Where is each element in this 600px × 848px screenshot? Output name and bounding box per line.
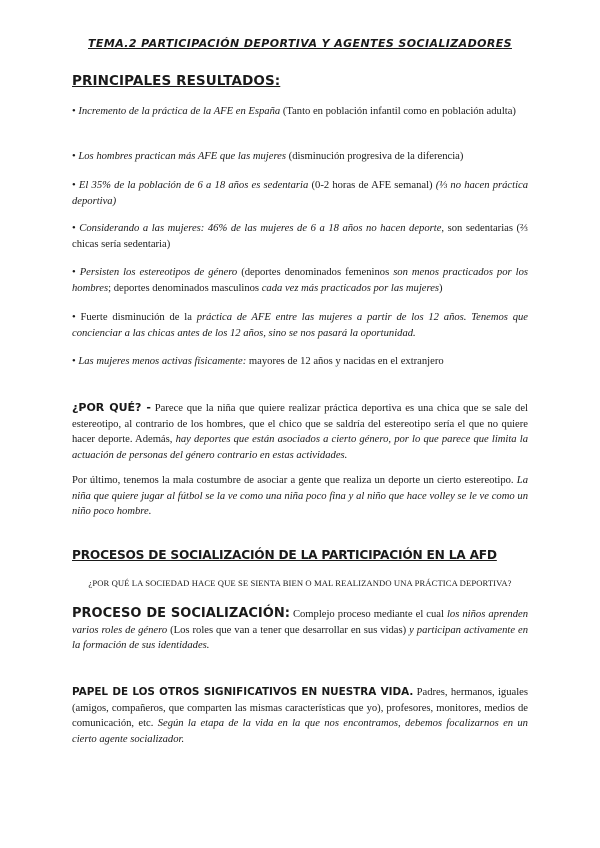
proceso-label: PROCESO DE SOCIALIZACIÓN:: [72, 606, 290, 621]
result-item-6: • Fuerte disminución de la práctica de AFE entre las mujeres a partir de los 12 años. Tenemos que concienciar a las chicas antes de los 12 años, sino se nos pasará la oportunidad.: [72, 312, 528, 339]
document-title: TEMA.2 PARTICIPACIÓN DEPORTIVA Y AGENTES SOCIALIZADORES: [88, 37, 512, 50]
result-item-2: • Los hombres practican más AFE que las mujeres (disminución progresiva de la diferencia): [72, 151, 464, 162]
papel-paragraph: PAPEL DE LOS OTROS SIGNIFICATIVOS EN NUESTRA VIDA. Padres, hermanos, iguales (amigos, compañeros, que comparten las mismas características que yo), profesores, monitores, medios de comunicación, etc. Según la etapa de la vida en la que nos encontramos, debemos focalizarnos en un cierto agente socializador.: [72, 686, 528, 745]
result-item-7: • Las mujeres menos activas físicamente: mayores de 12 años y nacidas en el extranjero: [72, 356, 444, 367]
result-item-4: • Considerando a las mujeres: 46% de las mujeres de 6 a 18 años no hacen deporte, son sedentarias (⅔ chicas sería sedentaria): [72, 223, 528, 250]
result-item-3: • El 35% de la población de 6 a 18 años es sedentaria (0-2 horas de AFE semanal) (⅓ no hacen práctica deportiva): [72, 180, 529, 207]
porque-paragraph: ¿POR QUÉ? - Parece que la niña que quiere realizar práctica deportiva es una chica que se sale del estereotipo, al contrario de los hombres, que el chico que se saldría del estereotipo sería el que no quiere hacer deporte. Además, hay deportes que están asociados a cierto género, por lo que parece que limita la actuación de personas del género contrario en estas actividades.: [72, 401, 528, 461]
ultimo-paragraph: Por último, tenemos la mala costumbre de asociar a gente que realiza un deporte un cierto estereotipo. La niña que quiere jugar al fútbol se la ve como una niña poco fina y al niño que hace volley se le ve como un niño poco hombre.: [72, 475, 528, 518]
results-heading: PRINCIPALES RESULTADOS:: [72, 73, 281, 89]
papel-label: PAPEL DE LOS OTROS SIGNIFICATIVOS EN NUESTRA VIDA.: [72, 686, 414, 698]
result-item-1: • Incremento de la práctica de la AFE en España (Tanto en población infantil como en población adulta): [72, 106, 516, 117]
section-question: ¿POR QUÉ LA SOCIEDAD HACE QUE SE SIENTA BIEN O MAL REALIZANDO UNA PRÁCTICA DEPORTIVA?: [88, 578, 512, 588]
porque-label: ¿POR QUÉ? -: [72, 401, 151, 414]
section-heading: PROCESOS DE SOCIALIZACIÓN DE LA PARTICIPACIÓN EN LA AFD: [72, 548, 497, 562]
result-item-5: • Persisten los estereotipos de género (deportes denominados femeninos son menos practicados por los hombres; deportes denominados masculinos cada vez más practicados por las mujeres): [72, 267, 528, 294]
proceso-paragraph: PROCESO DE SOCIALIZACIÓN: Complejo proceso mediante el cual los niños aprenden varios roles de género (Los roles que van a tener que desarrollar en sus vidas) y participan activamente en la formación de sus identidades.: [72, 606, 529, 652]
